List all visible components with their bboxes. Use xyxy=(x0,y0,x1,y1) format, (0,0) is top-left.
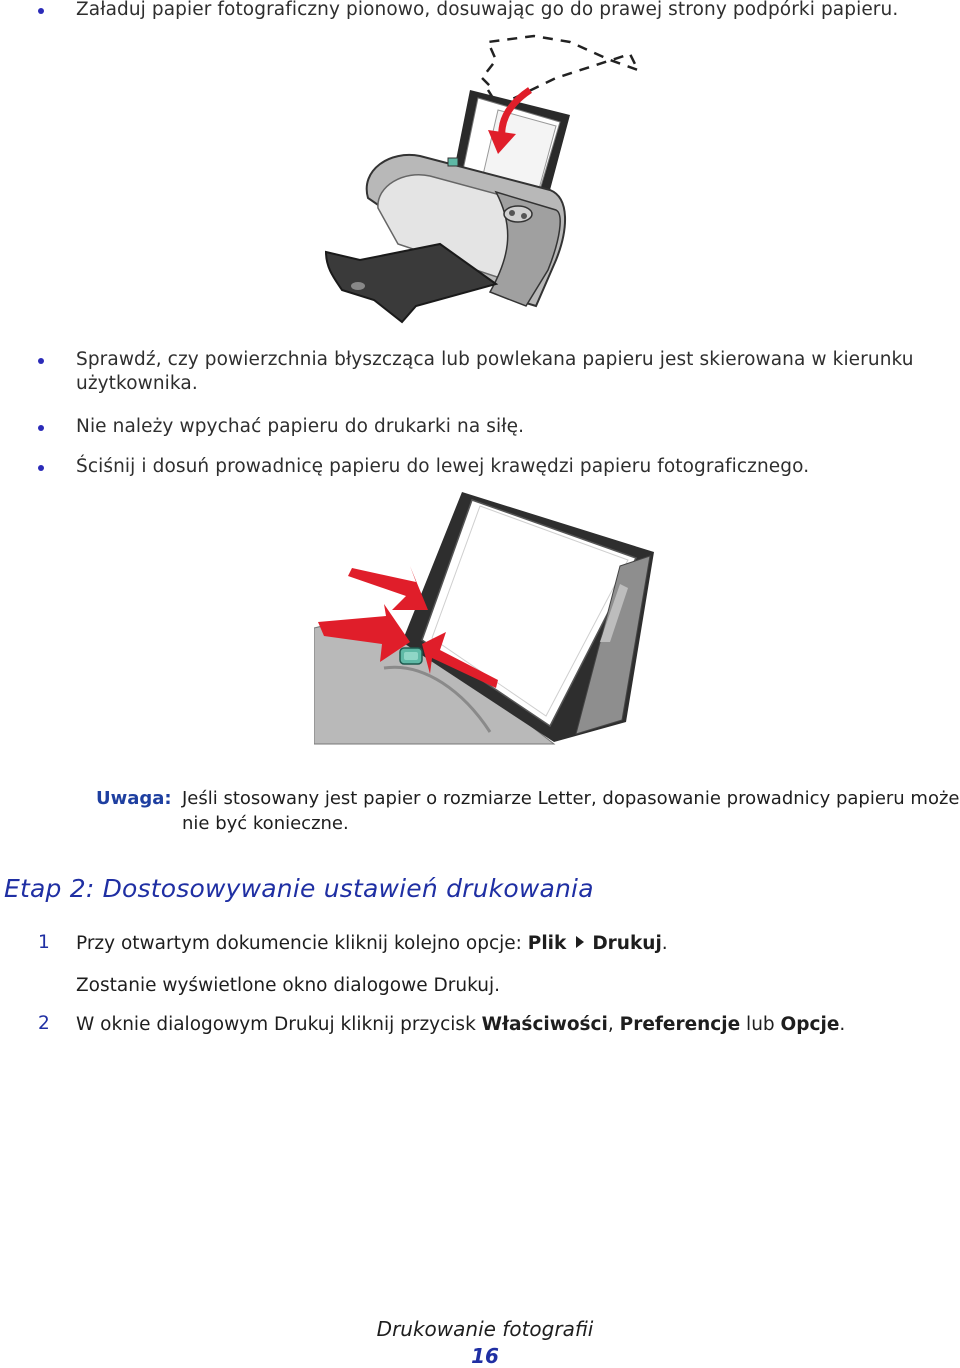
step-1-result: Zostanie wyświetlone okno dialogowe Drukuj. xyxy=(76,975,500,996)
instruction-load-paper: Załaduj papier fotograficzny pionowo, dosuwając go do prawej strony podpórki papieru. xyxy=(76,0,899,20)
button-options: Opcje xyxy=(780,1014,840,1035)
instruction-paper-guide: Ściśnij i dosuń prowadnicę papieru do lewej krawędzi papieru fotograficznego. xyxy=(76,456,810,477)
step-number: 2 xyxy=(38,1013,50,1034)
step-1-intro: Przy otwartym dokumencie kliknij kolejno opcje: xyxy=(76,933,528,954)
conjunction: lub xyxy=(740,1014,781,1035)
paper-guide-illustration xyxy=(314,492,660,746)
menu-arrow-icon xyxy=(576,936,584,948)
arrow-top xyxy=(348,566,428,610)
bullet-marker xyxy=(38,425,44,431)
step-2-text xyxy=(76,1013,845,1037)
bullet-marker xyxy=(38,358,44,364)
button-preferences: Preferencje xyxy=(619,1014,741,1035)
menu-print: Drukuj xyxy=(592,933,662,954)
footer-title: Drukowanie fotografii xyxy=(376,1317,594,1341)
dashed-paper-outline xyxy=(482,36,638,106)
punctuation: . xyxy=(661,933,668,954)
button-properties: Właściwości xyxy=(481,1014,608,1035)
note-label: Uwaga: xyxy=(96,788,172,809)
punctuation: , xyxy=(607,1014,620,1035)
menu-file: Plik xyxy=(527,933,567,954)
note-text: Jeśli stosowany jest papier o rozmiarze Letter, dopasowanie prowadnicy papieru może nie być konieczne. xyxy=(182,788,960,834)
bullet-marker xyxy=(38,465,44,471)
page-number: 16 xyxy=(471,1344,499,1368)
bullet-marker xyxy=(38,8,44,14)
step-1-text xyxy=(76,932,668,956)
step-2-intro: W oknie dialogowym Drukuj kliknij przycisk xyxy=(76,1014,482,1035)
step-number: 1 xyxy=(38,932,50,953)
instruction-no-force: Nie należy wpychać papieru do drukarki na siłę. xyxy=(76,416,525,437)
instruction-glossy-side: Sprawdź, czy powierzchnia błyszcząca lub powlekana papieru jest skierowana w kierunku użytkownika. xyxy=(76,349,914,394)
printer-load-paper-illustration xyxy=(320,30,650,330)
punctuation: . xyxy=(839,1014,846,1035)
section-heading: Etap 2: Dostosowywanie ustawień drukowania xyxy=(4,874,594,903)
